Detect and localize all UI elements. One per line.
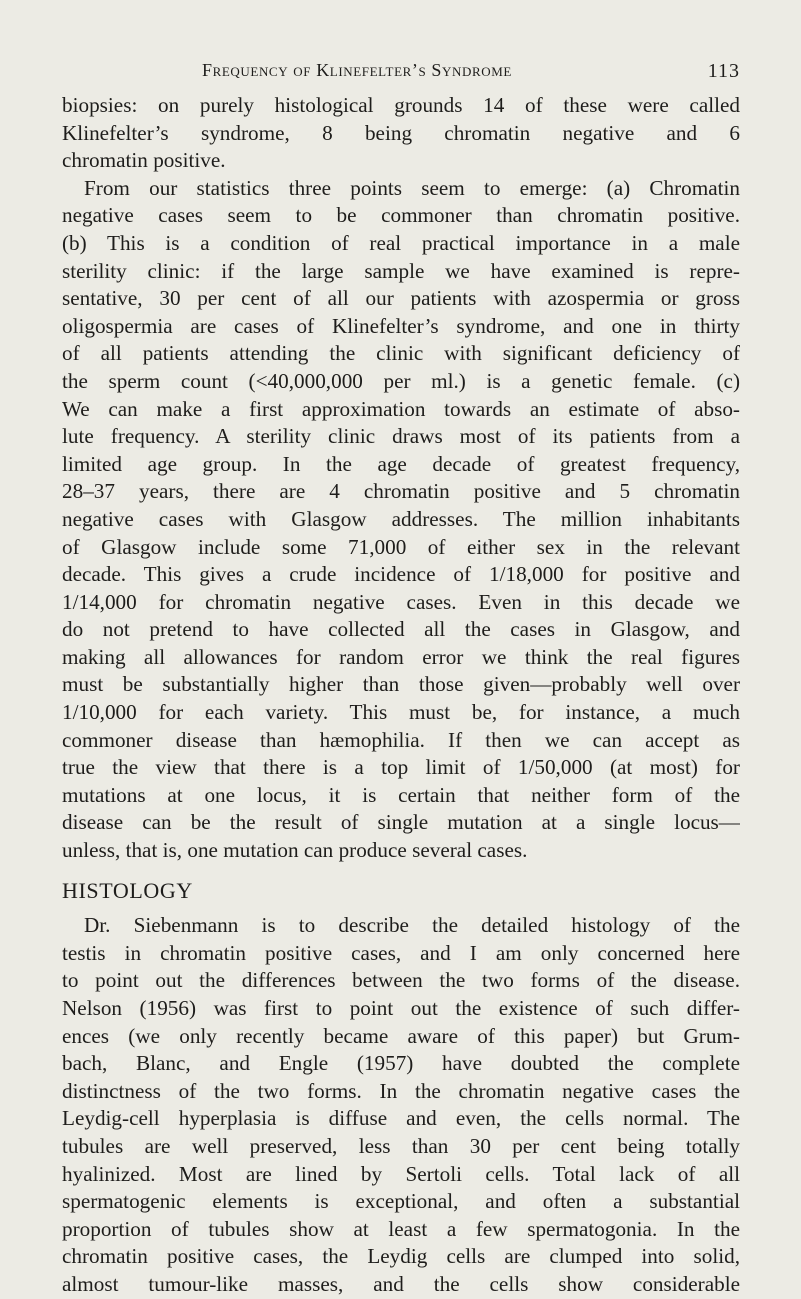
text-line: Nelson (1956) was first to point out the existence of such differ- bbox=[62, 996, 740, 1020]
text-line: bach, Blanc, and Engle (1957) have doubted the complete bbox=[62, 1051, 740, 1076]
text-line: oligospermia are cases of Klinefelter’s syndrome, and one in thirty bbox=[62, 313, 740, 338]
text-line: Dr. Siebenmann is to describe the detailed histology of the bbox=[84, 913, 740, 938]
paragraph-histology bbox=[62, 912, 740, 1298]
text-line: sterility clinic: if the large sample we have examined is repre- bbox=[62, 258, 740, 283]
text-line: 1/14,000 for chromatin negative cases. Even in this decade we bbox=[62, 589, 740, 614]
text-line: biopsies: on purely histological grounds 14 of these were called bbox=[62, 93, 740, 117]
text-line: the sperm count (<40,000,000 per ml.) is a genetic female. (c) bbox=[62, 368, 740, 393]
text-line: do not pretend to have collected all the cases in Glasgow, and bbox=[62, 617, 740, 642]
text-line: true the view that there is a top limit of 1/50,000 (at most) for bbox=[62, 755, 740, 780]
text-line: proportion of tubules show at least a few spermatogonia. In the bbox=[62, 1216, 740, 1241]
text-line: almost tumour-like masses, and the cells show considerable bbox=[62, 1271, 740, 1296]
text-line: sentative, 30 per cent of all our patients with azospermia or gross bbox=[62, 286, 740, 311]
section-heading: HISTOLOGY bbox=[62, 877, 193, 903]
text-line: tubules are well preserved, less than 30 per cent being totally bbox=[62, 1133, 740, 1158]
text-line: making all allowances for random error we think the real figures bbox=[62, 644, 740, 669]
paragraph-biopsies bbox=[62, 92, 740, 175]
running-title: Frequency of Klinefelter’s Syndrome bbox=[202, 60, 512, 80]
text-line: spermatogenic elements is exceptional, and often a substantial bbox=[62, 1189, 740, 1214]
text-line: negative cases with Glasgow addresses. The million inhabitants bbox=[62, 506, 740, 531]
text-line: chromatin positive. bbox=[62, 148, 226, 173]
text-line: ences (we only recently became aware of this paper) but Grum- bbox=[62, 1023, 740, 1048]
text-line: Klinefelter’s syndrome, 8 being chromatin negative and 6 bbox=[62, 120, 740, 145]
running-header bbox=[62, 60, 740, 84]
text-line: mutations at one locus, it is certain that neither form of the bbox=[62, 782, 740, 807]
text-line: From our statistics three points seem to emerge: (a) Chromatin bbox=[84, 175, 740, 200]
text-line: chromatin positive cases, the Leydig cells are clumped into solid, bbox=[62, 1244, 740, 1269]
text-line: disease can be the result of single mutation at a single locus— bbox=[62, 810, 740, 835]
body-text bbox=[62, 92, 740, 1299]
text-line: negative cases seem to be commoner than chromatin positive. bbox=[62, 203, 740, 228]
text-line: (b) This is a condition of real practical importance in a male bbox=[62, 230, 740, 255]
text-line: lute frequency. A sterility clinic draws most of its patients from a bbox=[62, 424, 740, 449]
text-line: must be substantially higher than those given—probably well over bbox=[62, 672, 740, 697]
page-number: 113 bbox=[707, 60, 740, 82]
text-line: unless, that is, one mutation can produce several cases. bbox=[62, 838, 528, 863]
text-line: 1/10,000 for each variety. This must be, for instance, a much bbox=[62, 700, 740, 725]
text-line: Leydig-cell hyperplasia is diffuse and even, the cells normal. The bbox=[62, 1106, 740, 1131]
text-line: commoner disease than hæmophilia. If then we can accept as bbox=[62, 727, 740, 752]
text-line: decade. This gives a crude incidence of 1/18,000 for positive and bbox=[62, 562, 740, 587]
text-line: of Glasgow include some 71,000 of either sex in the relevant bbox=[62, 534, 740, 559]
text-line: limited age group. In the age decade of greatest frequency, bbox=[62, 451, 740, 476]
paragraph-statistics bbox=[62, 175, 740, 865]
text-line: of all patients attending the clinic with significant deficiency of bbox=[62, 341, 740, 366]
text-line: to point out the differences between the two forms of the disease. bbox=[62, 968, 740, 993]
text-line: distinctness of the two forms. In the chromatin negative cases the bbox=[62, 1078, 740, 1103]
text-line: testis in chromatin positive cases, and I am only concerned here bbox=[62, 940, 740, 965]
text-line: hyalinized. Most are lined by Sertoli cells. Total lack of all bbox=[62, 1161, 740, 1186]
text-line: 28–37 years, there are 4 chromatin positive and 5 chromatin bbox=[62, 479, 740, 504]
text-line: We can make a first approximation towards an estimate of abso- bbox=[62, 396, 740, 421]
